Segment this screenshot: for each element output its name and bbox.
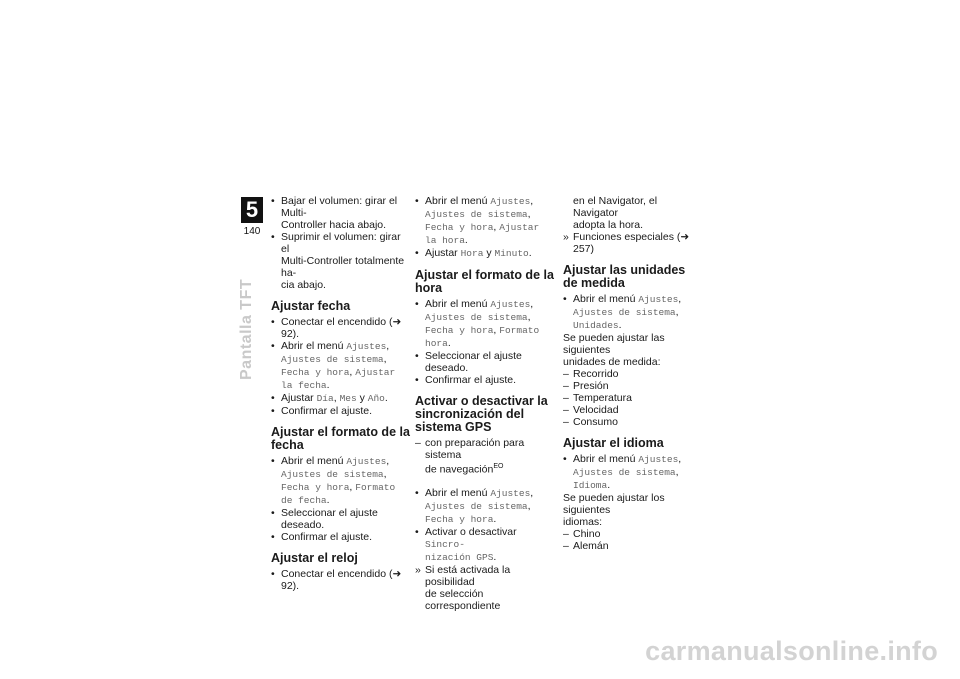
column-1: [271, 195, 411, 592]
list-item: – con preparación para sistema de navegación$^{EO}$: [415, 437, 525, 476]
list-item: • Abrir el menú Ajustes, Ajustes de sistema, Fecha y hora, Formato hora.: [415, 298, 540, 349]
continued-text: en el Navigator, el Navigator adopta la hora.: [573, 195, 658, 231]
heading-ajustar-fecha: Ajustar fecha: [271, 299, 351, 313]
list-item: – Consumo: [563, 416, 618, 428]
list-item: – Alemán: [563, 540, 609, 552]
column-2: [415, 195, 555, 612]
list-item: • Conectar el encendido (➜ 92).: [271, 316, 402, 340]
list-item: • Abrir el menú Ajustes, Ajustes de sistema, Idioma.: [563, 453, 682, 491]
heading-formato-fecha: Ajustar el formato de la fecha: [271, 425, 410, 452]
column-3: [563, 195, 703, 552]
watermark: carmanualsonline.info: [645, 636, 938, 666]
list-item: – Velocidad: [563, 404, 619, 416]
heading-unidades-medida: Ajustar las unidades de medida: [563, 263, 686, 290]
list-item: • Bajar el volumen: girar el Multi- Controller hacia abajo.: [271, 195, 398, 231]
list-item: – Temperatura: [563, 392, 632, 404]
list-item: • Confirmar el ajuste.: [271, 531, 373, 543]
units-intro: Se pueden ajustar las siguientes unidades de medida:: [563, 332, 665, 368]
list-item: • Abrir el menú Ajustes, Ajustes de sistema, Fecha y hora, Ajustar la hora.: [415, 195, 540, 246]
list-item: • Ajustar Día, Mes y Año.: [271, 392, 388, 404]
list-item: • Confirmar el ajuste.: [415, 374, 517, 386]
list-item: – Recorrido: [563, 368, 619, 380]
list-item: • Abrir el menú Ajustes, Ajustes de sistema, Fecha y hora, Formato de fecha.: [271, 455, 396, 506]
list-item: • Confirmar el ajuste.: [271, 405, 373, 417]
list-item: » Si está activada la posibilidad de selección correspondiente: [415, 563, 511, 612]
list-item: • Abrir el menú Ajustes, Ajustes de sistema, Fecha y hora, Ajustar la fecha.: [271, 340, 396, 391]
heading-formato-hora: Ajustar el formato de la hora: [415, 268, 554, 295]
list-item: • Abrir el menú Ajustes, Ajustes de sistema, Fecha y hora.: [415, 486, 534, 525]
list-item: – Presión: [563, 380, 609, 392]
list-item: – Chino: [563, 528, 601, 540]
list-item: • Conectar el encendido (➜ 92).: [271, 568, 402, 592]
heading-ajustar-idioma: Ajustar el idioma: [563, 436, 664, 450]
page-number: 140: [243, 226, 261, 237]
section-side-title: Pantalla TFT: [238, 278, 255, 380]
chapter-number: 5: [241, 197, 263, 223]
list-item: • Suprimir el volumen: girar el Multi-Controller totalmente ha- cia abajo.: [271, 231, 405, 291]
list-item: » Funciones especiales (➜ 257): [563, 231, 690, 255]
list-item: • Ajustar Hora y Minuto.: [415, 247, 532, 259]
list-item: • Seleccionar el ajuste deseado.: [271, 507, 378, 531]
languages-intro: Se pueden ajustar los siguientes idiomas:: [563, 492, 665, 528]
heading-sincronizacion-gps: Activar o desactivar la sincronización del sistema GPS: [415, 394, 548, 434]
heading-ajustar-reloj: Ajustar el reloj: [271, 551, 358, 565]
list-item: • Seleccionar el ajuste deseado.: [415, 350, 522, 374]
list-item: • Activar o desactivar Sincro- nización GPS.: [415, 525, 517, 563]
list-item: • Abrir el menú Ajustes, Ajustes de sistema, Unidades.: [563, 293, 682, 331]
